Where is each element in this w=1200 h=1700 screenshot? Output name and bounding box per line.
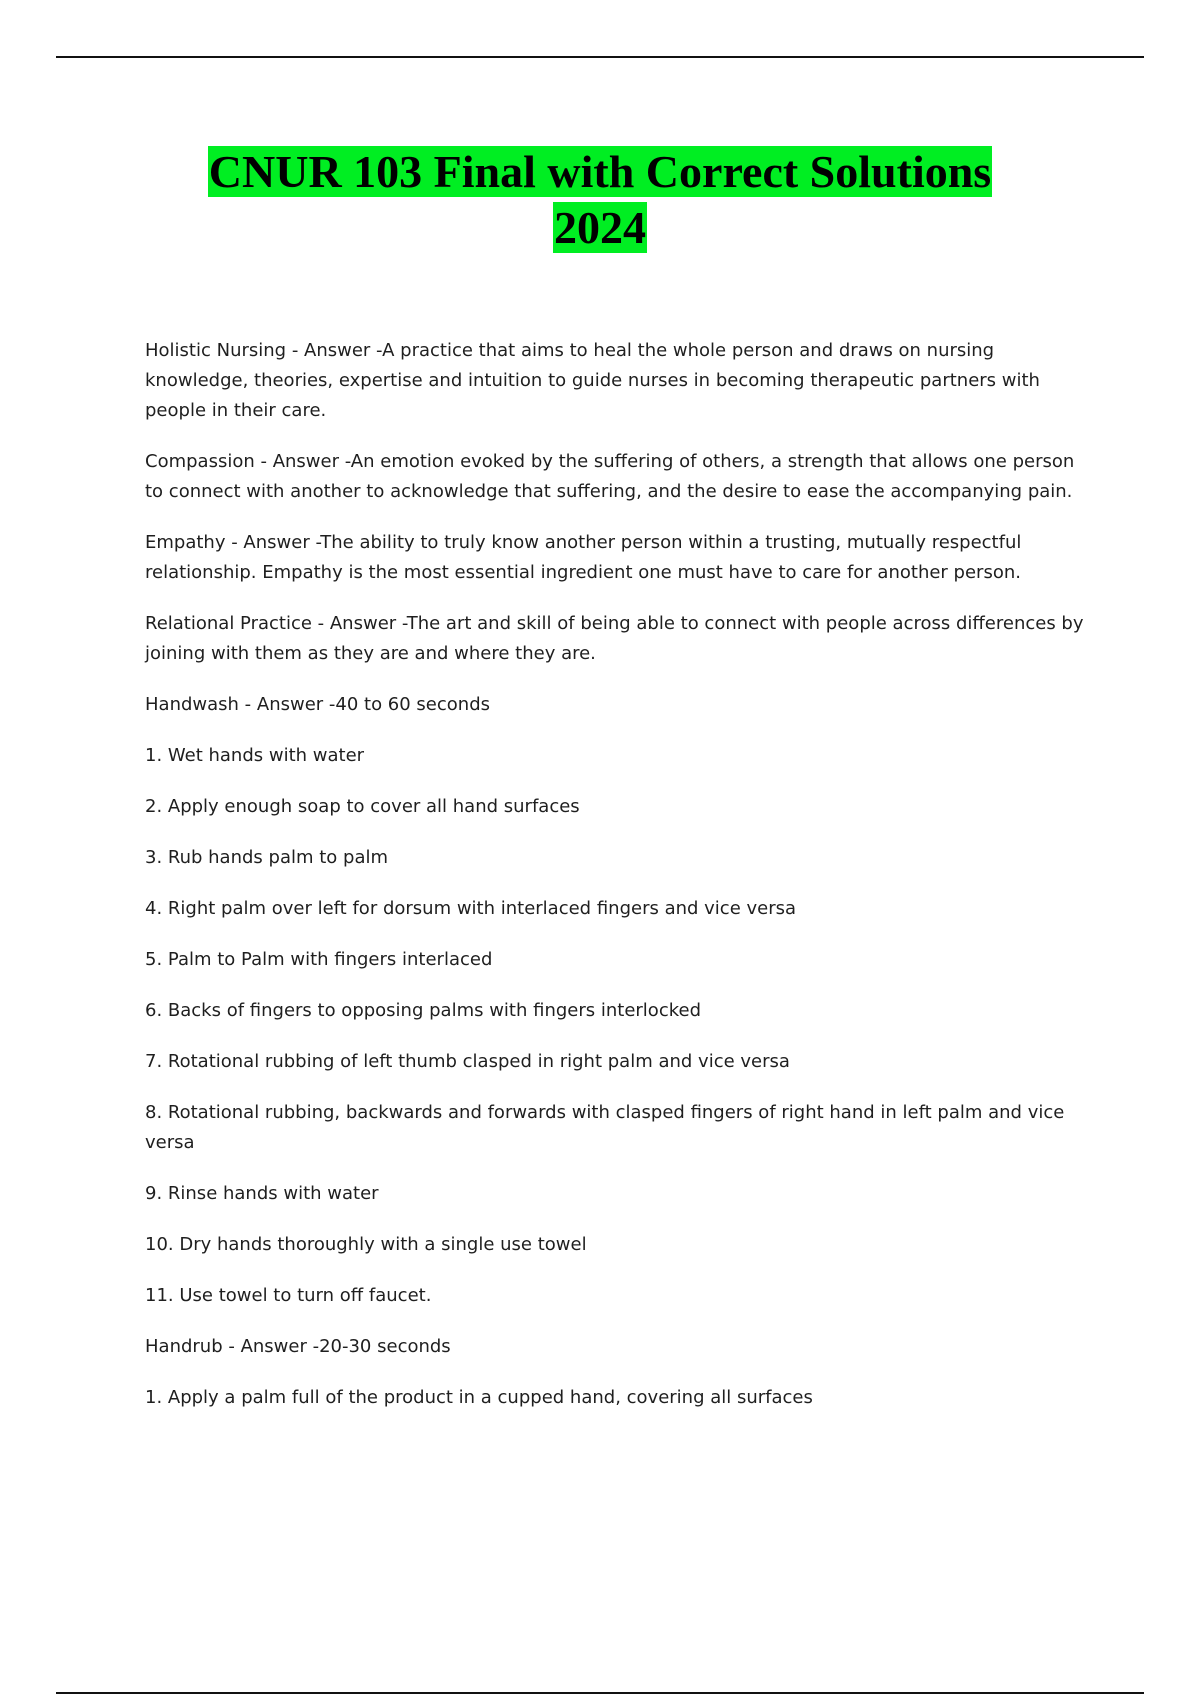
handwash-step: 7. Rotational rubbing of left thumb clasped in right palm and vice versa [145,1051,790,1072]
handwash-step: 4. Right palm over left for dorsum with interlaced fingers and vice versa [145,898,797,919]
handrub-heading: Handrub - Answer -20-30 seconds [145,1336,451,1357]
document-title [0,144,1200,256]
handwash-step: 1. Wet hands with water [145,745,365,766]
title-line-1: CNUR 103 Final with Correct Solutions [208,146,992,197]
handwash-step: 5. Palm to Palm with fingers interlaced [145,949,493,970]
document-body [145,336,1085,1434]
title-line-2: 2024 [554,202,646,253]
handwash-step: 3. Rub hands palm to palm [145,847,389,868]
definition-empathy: Empathy - Answer -The ability to truly know another person within a trusting, mutually respectful relationship. Empathy is the most essential ingredient one must have to care for another person. [145,532,1022,583]
handwash-heading: Handwash - Answer -40 to 60 seconds [145,694,491,715]
handwash-step: 8. Rotational rubbing, backwards and forwards with clasped fingers of right hand in left palm and vice versa [145,1102,1065,1153]
top-rule [56,56,1144,58]
handrub-step: 1. Apply a palm full of the product in a cupped hand, covering all surfaces [145,1387,813,1408]
handwash-step: 11. Use towel to turn off faucet. [145,1285,432,1306]
handwash-step: 9. Rinse hands with water [145,1183,379,1204]
handwash-step: 10. Dry hands thoroughly with a single use towel [145,1234,587,1255]
handwash-step: 6. Backs of fingers to opposing palms with fingers interlocked [145,1000,701,1021]
bottom-rule [56,1692,1144,1694]
definition-compassion: Compassion - Answer -An emotion evoked by the suffering of others, a strength that allows one person to connect with another to acknowledge that suffering, and the desire to ease the accompanying pain. [145,451,1075,502]
definition-holistic-nursing: Holistic Nursing - Answer -A practice that aims to heal the whole person and draws on nursing knowledge, theories, expertise and intuition to guide nurses in becoming therapeutic partners with people in their care. [145,340,1040,421]
definition-relational-practice: Relational Practice - Answer -The art and skill of being able to connect with people across differences by joining with them as they are and where they are. [145,613,1084,664]
handwash-step: 2. Apply enough soap to cover all hand surfaces [145,796,580,817]
